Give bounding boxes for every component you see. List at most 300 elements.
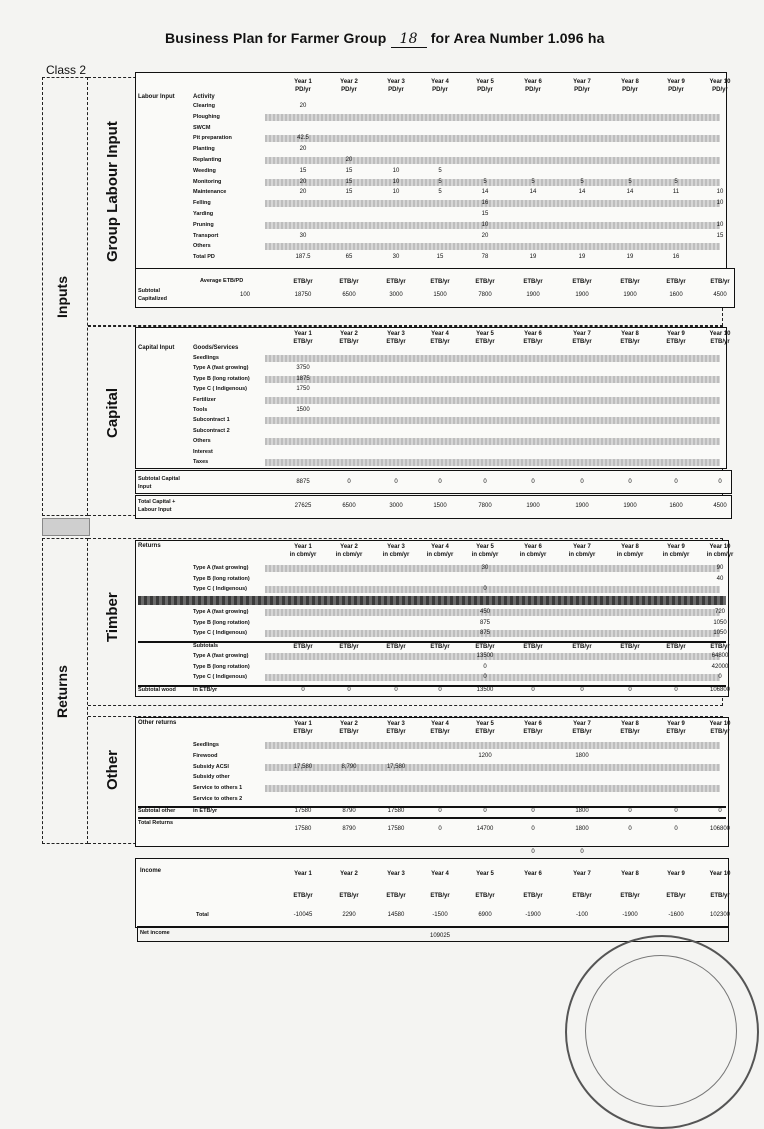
other-row-label: Subsidy other [193,774,230,781]
timber-etb-unit: ETB/yr [620,644,640,650]
income-unit: ETB/yr [339,893,359,899]
net-income-value: 109025 [429,933,451,939]
labour-etb-unit: ETB/yr [620,279,640,285]
other-subtotal-cell: 0 [628,808,632,814]
income-total-cell: -100 [575,912,588,918]
income-unit: ETB/yr [666,893,686,899]
capital-cell: 1875 [296,375,310,382]
labour-row-label: Planting [193,146,215,153]
labour-subtotal-cell: 7800 [478,292,492,298]
timber-subtotal-cell: 0 [531,687,535,693]
other-row-shading [265,742,720,749]
income-total-cell: 6900 [478,912,492,918]
labour-cell: 78 [481,254,489,261]
capital-row-label: Type B (long rotation) [193,375,250,382]
labour-row-label: Others [193,243,211,250]
labour-header: Year 9 PD/yr [667,79,685,93]
timber-subtotal-cell: 0 [394,687,398,693]
capital-subtotal-cell: 0 [718,479,722,485]
timber-header: Year 5 in cbm/yr [471,544,499,558]
other-row-label: Service to others 2 [193,796,243,802]
labour-row-label: Maintenance [193,189,227,196]
timber-etb-unit: ETB/yr [386,644,406,650]
timber-etb-cell: 0 [718,674,722,681]
other-cell: 17,580 [293,763,313,770]
timber-header: Year 2 in cbm/yr [335,544,363,558]
capital-row-label: Fertilizer [193,396,216,403]
income-unit: ETB/yr [430,893,450,899]
capital-row-shading [265,438,720,445]
below-total-cell: 0 [531,849,535,855]
other-subtotal-cell: 0 [531,808,535,814]
income-total-cell: -1500 [432,912,448,918]
other-subtotal-label: Subtotal other [138,808,176,814]
capital-input-label: Capital Input [138,345,175,351]
income-total-cell: -1900 [622,912,638,918]
timber-dark-band [138,596,726,605]
labour-cell: 20 [299,189,307,196]
labour-row-label: Weeding [193,167,216,174]
labour-cell: 15 [481,211,489,217]
labour-cell: 5 [438,189,442,196]
capital-header: Year 6 ETB/yr [523,331,543,345]
capital-subtotal-cell: 0 [438,479,442,485]
page-title: Business Plan for Farmer Group 18 for Area Number 1.096 ha [165,30,605,47]
total-input-cell: 1500 [433,503,447,509]
labour-cell: 15 [345,167,353,174]
total-returns-cell: 17580 [294,826,312,832]
capital-header: Year 1 ETB/yr [293,331,313,345]
income-label: Income [140,868,162,874]
labour-subtotal-cell: 1500 [433,292,447,298]
labour-cell: 19 [578,254,586,261]
capital-row-label: Type A (fast growing) [193,365,249,372]
capital-subtotal-cell: 0 [531,479,535,485]
timber-cbm-cell: 40 [716,575,724,582]
income-year-header: Year 10 [709,871,731,877]
other-header: Year 4 ETB/yr [430,721,450,735]
timber-cbm-label: Type C ( Indigenous) [193,586,247,593]
labour-etb-unit: ETB/yr [293,279,313,285]
other-subtotal-unit: in ETB/yr [193,808,218,814]
labour-cell: 10 [716,200,724,207]
labour-etb-unit: ETB/yr [339,279,359,285]
income-unit: ETB/yr [293,893,313,899]
labour-input-label: Labour Input [138,94,175,100]
other-header: Year 3 ETB/yr [386,721,406,735]
average-etb-value: 100 [239,292,250,298]
labour-cell: 20 [299,103,307,109]
labour-subtotal-cell: 1900 [623,292,637,298]
total-returns-cell: 0 [438,826,442,832]
labour-cell: 5 [438,178,442,185]
timber-etb-cell: 0 [483,674,487,681]
labour-cell: 5 [628,178,632,185]
timber-etb-label: Type C ( Indigenous) [193,674,247,681]
timber-price-label: Type C ( Indigenous) [193,630,247,637]
timber-etb-unit: ETB/yr [523,644,543,650]
other-subtotal-cell: 0 [718,808,722,814]
total-input-cell: 1900 [526,503,540,509]
other-subtotal-cell: 0 [483,808,487,814]
official-stamp-inner [585,955,737,1107]
capital-subtotal-cell: 0 [483,479,487,485]
labour-row-label: SWCM [193,124,211,131]
capital-subtotal-cell: 8875 [296,479,310,485]
timber-cbm-label: Type B (long rotation) [193,575,250,582]
other-subtotal-cell: 0 [438,808,442,814]
income-unit: ETB/yr [386,893,406,899]
other-header: Year 5 ETB/yr [475,721,495,735]
labour-cell: 5 [674,178,678,185]
other-header: Year 1 ETB/yr [293,721,313,735]
capital-row-label: Subcontract 2 [193,427,230,434]
capital-header: Year 10 ETB/yr [709,331,731,345]
labour-cell: 20 [299,146,307,153]
labour-header: Year 5 PD/yr [476,79,494,93]
average-etb-label: Average ETB/PD [200,278,244,284]
other-subtotal-cell: 8790 [342,808,356,814]
labour-cell: 20 [345,157,353,163]
total-returns-cell: 0 [674,826,678,832]
timber-etb-unit: ETB/yr [339,644,359,650]
labour-cell: 187.5 [295,254,311,261]
capital-header: Year 2 ETB/yr [339,331,359,345]
income-unit: ETB/yr [523,893,543,899]
income-year-header: Year 9 [667,871,685,877]
timber-cbm-cell: 30 [481,565,489,571]
timber-header: Year 3 in cbm/yr [382,544,410,558]
labour-cell: 5 [483,178,487,185]
total-input-cell: 4500 [713,503,727,509]
labour-cell: 11 [672,189,680,196]
goods-services-label: Goods/Services [193,345,239,351]
labour-subtotal-cell: 1900 [575,292,589,298]
labour-cell: 10 [716,221,724,228]
labour-row-label: Yarding [193,211,214,217]
timber-price-cell: 875 [479,619,490,626]
timber-price-cell: 1050 [713,630,727,637]
timber-cbm-cell: 90 [716,565,724,571]
labour-row-label: Transport [193,232,219,239]
labour-row-label: Monitoring [193,178,222,185]
activity-label: Activity [193,94,215,100]
income-year-header: Year 4 [431,871,449,877]
income-total-cell: 2290 [342,912,356,918]
income-year-header: Year 2 [340,871,358,877]
timber-etb-label: Type A (fast growing) [193,653,249,659]
labour-cell: 19 [529,254,537,261]
labour-row-label: Clearing [193,103,216,109]
total-input-cell: 1900 [575,503,589,509]
labour-cell: 14 [481,189,489,196]
other-label: Other [104,749,121,790]
group-labour-label: Group Labour Input [104,121,121,262]
other-subtotal-cell: 17580 [294,808,312,814]
capital-row-label: Subcontract 1 [193,417,230,424]
capital-row-label: Seedlings [193,355,219,361]
labour-cell: 5 [531,178,535,185]
other-row-label: Firewood [193,752,218,759]
timber-subtotal-cell: 0 [580,687,584,693]
timber-header: Year 9 in cbm/yr [662,544,690,558]
timber-header: Year 10 in cbm/yr [706,544,734,558]
income-total-cell: -10045 [293,912,313,918]
timber-label: Timber [104,592,121,642]
labour-header: Year 6 PD/yr [524,79,542,93]
labour-cell: 14 [529,189,537,196]
below-total-cell: 0 [580,849,584,855]
labour-etb-unit: ETB/yr [572,279,592,285]
labour-row-shading [265,243,720,250]
total-input-cell: 27625 [294,503,312,509]
timber-etb-unit: ETB/yr [666,644,686,650]
timber-etb-unit: ETB/yr [710,644,730,650]
other-cell: 8,790 [341,763,357,770]
separator-box [42,518,90,536]
timber-cbm-cell: 0 [483,586,487,593]
other-header: Year 7 ETB/yr [572,721,592,735]
other-cell: 1200 [478,752,492,759]
timber-etb-unit: ETB/yr [430,644,450,650]
income-year-header: Year 7 [573,871,591,877]
labour-subtotal-table [135,268,735,308]
timber-header: Year 1 in cbm/yr [289,544,317,558]
total-returns-label: Total Returns [138,820,174,826]
labour-cell: 14 [626,189,634,196]
timber-etb-cell: 0 [483,663,487,670]
labour-header: Year 3 PD/yr [387,79,405,93]
labour-subtotal-cell: 18750 [294,292,312,298]
other-header: Year 8 ETB/yr [620,721,640,735]
capital-row-label: Tools [193,407,208,413]
labour-row-label: Pruning [193,221,214,228]
timber-subtotal-unit: in ETB/yr [193,687,218,693]
other-header: Year 10 ETB/yr [709,721,731,735]
capital-header: Year 9 ETB/yr [666,331,686,345]
labour-cell: 19 [626,254,634,261]
inputs-label: Inputs [54,276,70,318]
capital-subtotal-label: Subtotal Capital Input [138,476,180,490]
labour-cell: 20 [299,178,307,185]
timber-header: Year 7 in cbm/yr [568,544,596,558]
capital-row-label: Type C ( Indigenous) [193,386,247,393]
timber-etb-unit: ETB/yr [293,644,313,650]
timber-etb-unit: ETB/yr [475,644,495,650]
net-income-label: Net income [140,930,170,936]
labour-row-label: Replanting [193,157,222,163]
total-input-cell: 1900 [623,503,637,509]
returns-label-tbl: Returns [138,543,161,549]
other-header: Year 2 ETB/yr [339,721,359,735]
timber-price-cell: 1050 [713,619,727,626]
timber-subtotal-cell: 0 [438,687,442,693]
capital-row-shading [265,397,720,404]
capital-cell: 3750 [296,365,310,372]
other-returns-label: Other returns [138,720,177,726]
timber-header: Year 4 in cbm/yr [426,544,454,558]
income-unit: ETB/yr [710,893,730,899]
total-returns-cell: 1800 [575,826,589,832]
total-returns-cell: 106800 [709,826,731,832]
labour-row-label: Ploughing [193,113,220,120]
timber-etb-cell: 13500 [476,653,494,659]
income-total-cell: 14580 [387,912,405,918]
total-returns-cell: 8790 [342,826,356,832]
capital-subtotal-cell: 0 [394,479,398,485]
capital-subtotal-cell: 0 [674,479,678,485]
labour-cell: 65 [345,254,353,261]
other-subtotal-cell: 17580 [387,808,405,814]
labour-subtotal-cell: 3000 [389,292,403,298]
capital-cell: 1500 [296,407,310,413]
other-row-label: Seedlings [193,742,219,748]
capital-header: Year 8 ETB/yr [620,331,640,345]
group-number: 18 [391,31,427,48]
capital-row-label: Others [193,438,211,445]
timber-subtotal-cell: 106800 [709,687,731,693]
total-returns-cell: 17580 [387,826,405,832]
total-input-label: Total Capital + Labour Input [138,499,176,513]
timber-header: Year 8 in cbm/yr [616,544,644,558]
timber-subtotal-label: Subtotal wood [138,687,176,693]
other-row-shading [265,785,720,792]
capital-header: Year 7 ETB/yr [572,331,592,345]
labour-cell: 10 [392,167,400,174]
other-row-label: Subsidy ACSI [193,763,229,770]
labour-header: Year 4 PD/yr [431,79,449,93]
total-returns-cell: 14700 [476,826,494,832]
labour-cell: 10 [716,189,724,196]
timber-price-label: Type A (fast growing) [193,609,249,615]
labour-subtotal-label: Subtotal Capitalized [138,288,168,302]
labour-row-label: Felling [193,200,211,207]
total-input-cell: 3000 [389,503,403,509]
other-header: Year 9 ETB/yr [666,721,686,735]
labour-subtotal-cell: 1600 [669,292,683,298]
timber-subtotal-cell: 0 [674,687,678,693]
labour-cell: 15 [436,254,444,261]
total-input-cell: 1600 [669,503,683,509]
capital-cell: 1750 [296,386,310,393]
timber-etb-label: Type B (long rotation) [193,663,250,670]
total-input-cell: 6500 [342,503,356,509]
labour-cell: 10 [481,221,489,228]
total-input-cell: 7800 [478,503,492,509]
other-subtotal-cell: 0 [674,808,678,814]
capital-label: Capital [104,387,121,438]
other-total-rule [138,817,726,819]
labour-cell: 15 [345,189,353,196]
labour-cell: 30 [299,232,307,239]
income-total-cell: 102300 [709,912,731,918]
labour-header: Year 2 PD/yr [340,79,358,93]
labour-etb-unit: ETB/yr [666,279,686,285]
capital-row-shading [265,417,720,424]
labour-cell: 30 [392,254,400,261]
income-unit: ETB/yr [572,893,592,899]
labour-cell: 15 [345,178,353,185]
labour-cell: 16 [672,254,680,261]
capital-row-shading [265,376,720,383]
labour-header: Year 10 PD/yr [709,79,731,93]
capital-row-label: Taxes [193,459,209,465]
labour-subtotal-cell: 4500 [713,292,727,298]
capital-row-shading [265,355,720,362]
timber-subtotal-cell: 0 [347,687,351,693]
income-unit: ETB/yr [475,893,495,899]
labour-etb-unit: ETB/yr [386,279,406,285]
income-total-cell: -1600 [668,912,684,918]
labour-cell: 20 [481,232,489,239]
labour-cell: 5 [438,167,442,174]
capital-header: Year 5 ETB/yr [475,331,495,345]
labour-cell: 10 [392,178,400,185]
labour-cell: 10 [392,189,400,196]
income-total-label: Total [196,912,209,918]
capital-header: Year 4 ETB/yr [430,331,450,345]
labour-etb-unit: ETB/yr [475,279,495,285]
labour-cell: 14 [578,189,586,196]
timber-etb-cell: 64800 [711,653,729,659]
labour-header: Year 8 PD/yr [621,79,639,93]
labour-subtotal-cell: 6500 [342,292,356,298]
class-label: Class 2 [46,63,87,77]
other-subtotal-cell: 1800 [575,808,589,814]
timber-subtotals-label: Subtotals [193,643,219,649]
timber-etb-cell: 42000 [711,663,729,670]
capital-header: Year 3 ETB/yr [386,331,406,345]
labour-row-shading [265,135,720,142]
income-year-header: Year 3 [387,871,405,877]
labour-cell: 42.5 [297,135,309,142]
labour-etb-unit: ETB/yr [710,279,730,285]
labour-cell: 5 [580,178,584,185]
labour-header: Year 1 PD/yr [294,79,312,93]
total-returns-cell: 0 [628,826,632,832]
returns-label: Returns [54,665,70,718]
capital-subtotal-cell: 0 [628,479,632,485]
labour-cell: 16 [481,200,489,207]
labour-row-shading [265,114,720,121]
labour-cell: 15 [716,232,724,239]
income-year-header: Year 1 [294,871,312,877]
income-year-header: Year 5 [476,871,494,877]
timber-price-cell: 450 [479,609,490,615]
capital-row-label: Interest [193,448,213,455]
timber-cbm-label: Type A (fast growing) [193,565,249,571]
labour-row-label: Total PD [193,254,215,261]
income-year-header: Year 6 [524,871,542,877]
capital-row-shading [265,459,720,466]
timber-subtotal-cell: 13500 [476,687,494,693]
other-cell: 1800 [575,752,589,759]
timber-price-cell: 720 [714,609,725,615]
labour-etb-unit: ETB/yr [523,279,543,285]
other-cell: 17,580 [386,763,406,770]
timber-subtotal-cell: 0 [301,687,305,693]
timber-etb-unit: ETB/yr [572,644,592,650]
timber-price-label: Type B (long rotation) [193,619,250,626]
timber-price-cell: 875 [479,630,490,637]
other-header: Year 6 ETB/yr [523,721,543,735]
other-row-label: Service to others 1 [193,785,243,792]
labour-subtotal-cell: 1900 [526,292,540,298]
income-total-cell: -1900 [525,912,541,918]
total-returns-cell: 0 [531,826,535,832]
labour-cell: 15 [299,167,307,174]
capital-subtotal-cell: 0 [347,479,351,485]
